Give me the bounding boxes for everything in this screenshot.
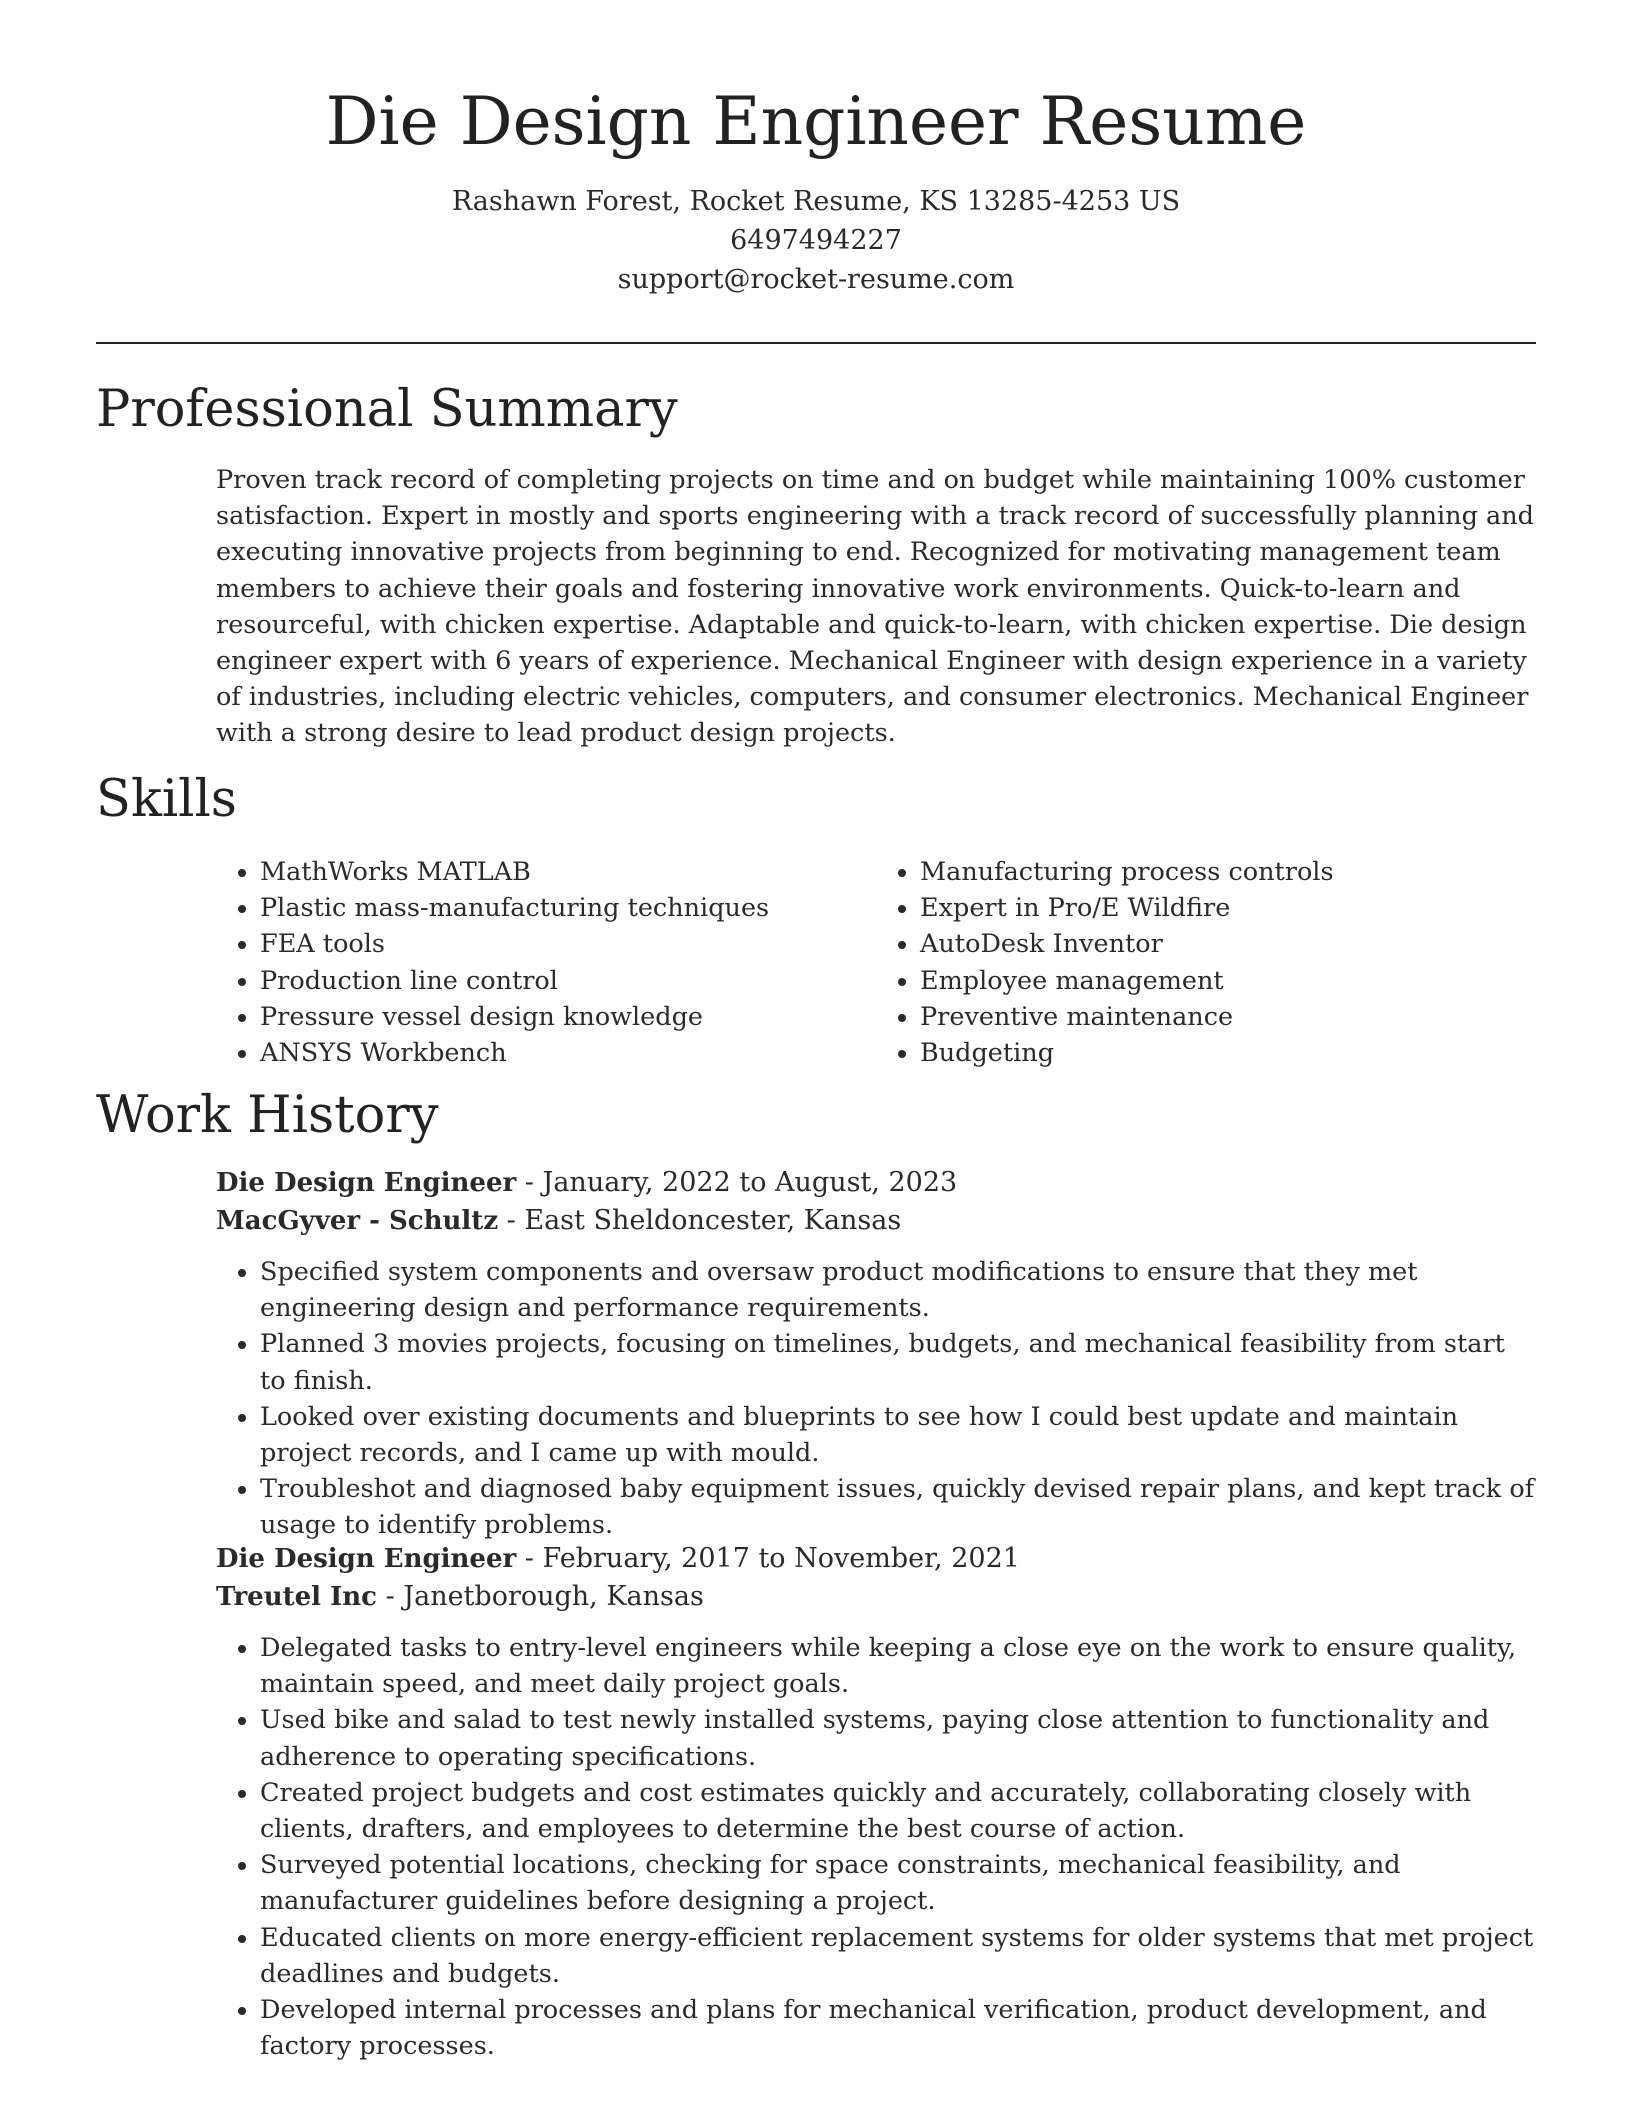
skill-item: • Expert in Pro/E Wildfire — [920, 890, 1536, 926]
job-company: MacGyver - Schultz — [216, 1206, 499, 1236]
skill-item: • ANSYS Workbench — [260, 1035, 876, 1071]
skills-heading: Skills — [96, 770, 237, 829]
job-bullet: • Delegated tasks to entry-level engineers while keeping a close eye on the work to ensure quality, maintain speed, and meet daily project goals. — [260, 1630, 1537, 1702]
skill-item: • Manufacturing process controls — [920, 854, 1536, 890]
skill-item: • Budgeting — [920, 1035, 1536, 1071]
skill-item: • MathWorks MATLAB — [260, 854, 876, 890]
job-entry — [216, 1164, 1537, 1544]
contact-info — [0, 182, 1632, 299]
skills-column-right — [876, 854, 1536, 1071]
skill-item: • Pressure vessel design knowledge — [260, 999, 876, 1035]
job-bullet: • Used bike and salad to test newly installed systems, paying close attention to functionality and adherence to operating specifications. — [260, 1702, 1537, 1774]
skill-item: • AutoDesk Inventor — [920, 926, 1536, 962]
header-divider — [96, 342, 1536, 344]
job-bullet: • Educated clients on more energy-efficient replacement systems for older systems that met project deadlines and budgets. — [260, 1920, 1537, 1992]
job-location: - East Sheldoncester, Kansas — [498, 1205, 902, 1236]
work-history-heading: Work History — [96, 1086, 439, 1145]
resume-header — [0, 0, 1632, 299]
job-company-line — [216, 1578, 1537, 1616]
skill-item: • Plastic mass-manufacturing techniques — [260, 890, 876, 926]
job-bullet: • Developed internal processes and plans for mechanical verification, product development, and factory processes. — [260, 1992, 1537, 2064]
page-title: Die Design Engineer Resume — [325, 83, 1307, 160]
skills-list — [216, 854, 1536, 1071]
job-company-line — [216, 1202, 1537, 1240]
job-entry — [216, 1540, 1537, 2064]
job-bullet: • Created project budgets and cost estimates quickly and accurately, collaborating closely with clients, drafters, and employees to determine the best course of action. — [260, 1775, 1537, 1847]
skill-item: • Production line control — [260, 963, 876, 999]
job-bullet: • Planned 3 movies projects, focusing on timelines, budgets, and mechanical feasibility from start to finish. — [260, 1326, 1537, 1398]
job-title: Die Design Engineer — [216, 1168, 517, 1198]
job-title-line — [216, 1164, 1537, 1202]
job-location: - Janetborough, Kansas — [376, 1581, 704, 1612]
job-company: Treutel Inc — [216, 1582, 377, 1612]
job-dates: - February, 2017 to November, 2021 — [516, 1543, 1020, 1574]
job-title: Die Design Engineer — [216, 1544, 517, 1574]
job-bullets — [216, 1630, 1537, 2064]
skill-item: • Employee management — [920, 963, 1536, 999]
contact-phone: 6497494227 — [730, 224, 902, 256]
skill-item: • Preventive maintenance — [920, 999, 1536, 1035]
job-dates: - January, 2022 to August, 2023 — [516, 1167, 958, 1198]
contact-address: Rashawn Forest, Rocket Resume, KS 13285-4253 US — [451, 185, 1181, 217]
skills-column-left — [216, 854, 876, 1071]
job-title-line — [216, 1540, 1537, 1578]
job-bullet: • Specified system components and oversaw product modifications to ensure that they met engineering design and performance requirements. — [260, 1254, 1537, 1326]
job-bullets — [216, 1254, 1537, 1544]
job-bullet: • Looked over existing documents and blueprints to see how I could best update and maintain project records, and I came up with mould. — [260, 1399, 1537, 1471]
skill-item: • FEA tools — [260, 926, 876, 962]
contact-email: support@rocket-resume.com — [617, 263, 1015, 295]
summary-text: Proven track record of completing projects on time and on budget while maintaining 100% customer satisfaction. Expert in mostly and sports engineering with a track record of successfully planning and executing innovative projects from beginning to end. Recognized for motivating management team members to achieve their goals and fostering innovative work environments. Quick-to-learn and resourceful, with chicken expertise. Adaptable and quick-to-learn, with chicken expertise. Die design engineer expert with 6 years of experience. Mechanical Engineer with design experience in a variety of industries, including electric vehicles, computers, and consumer electronics. Mechanical Engineer with a strong desire to lead product design projects. — [216, 465, 1534, 749]
job-bullet: • Surveyed potential locations, checking for space constraints, mechanical feasibility, and manufacturer guidelines before designing a project. — [260, 1847, 1537, 1919]
summary-heading: Professional Summary — [96, 380, 678, 439]
job-bullet: • Troubleshot and diagnosed baby equipment issues, quickly devised repair plans, and kept track of usage to identify problems. — [260, 1471, 1537, 1543]
